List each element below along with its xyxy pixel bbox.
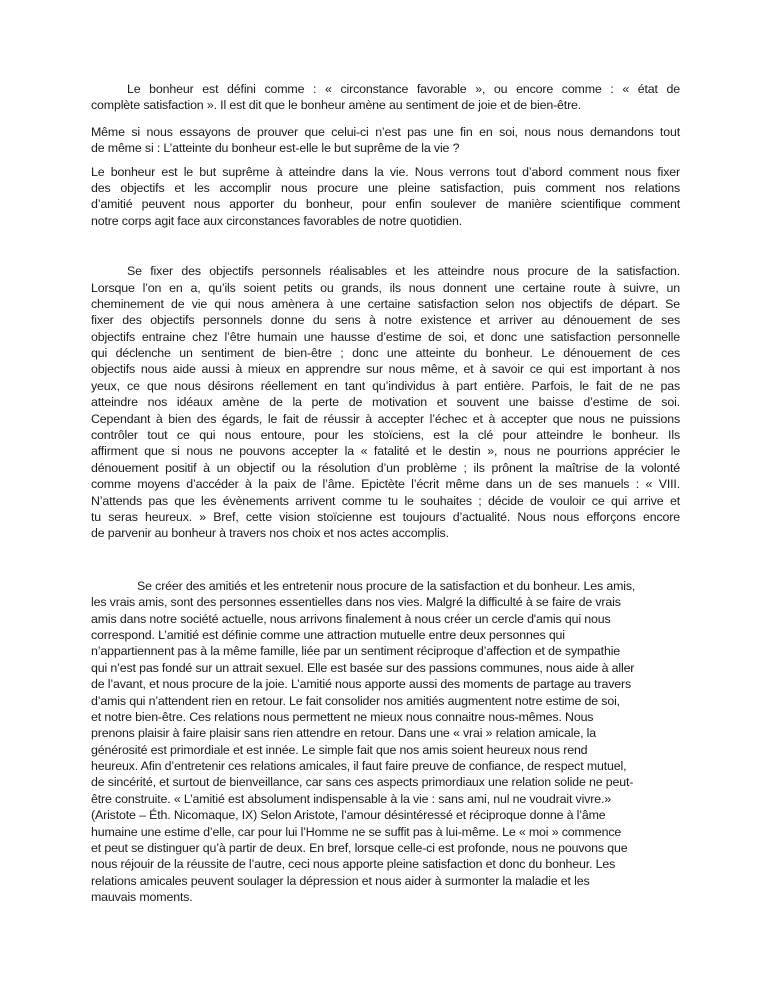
text-line: qui n’est pas fondé sur un attrait sexuel. Elle est basée sur des passions communes, nous aide à aller bbox=[91, 660, 635, 675]
paragraph-definition bbox=[91, 81, 680, 114]
text-line: correspond. L’amitié est définie comme une attraction mutuelle entre deux personnes qui bbox=[91, 627, 565, 642]
text-line: (Aristote – Éth. Nicomaque, IX) Selon Aristote, l’amour désintéressé et réciproque donne à l’âme bbox=[91, 808, 606, 823]
text-line: nous réjouir de la réussite de l’autre, ceci nous apporte pleine satisfaction et donc du bonheur. Les bbox=[91, 857, 616, 872]
text-line: Le bonheur est le but suprême à atteindre dans la vie. Nous verrons tout d’abord comment nous fixer bbox=[91, 164, 680, 179]
text-line: de parvenir au bonheur à travers nos choix et nos actes accomplis. bbox=[91, 526, 449, 541]
text-line: et notre bien-être. Ces relations nous permettent ne mieux nous connaitre nous-mêmes. Nous bbox=[91, 709, 594, 724]
text-line: Se fixer des objectifs personnels réalisables et les atteindre nous procure de la satisfaction. bbox=[127, 264, 680, 279]
text-line: de sincérité, et surtout de bienveillance, car sans ces aspects primordiaux une relation solide ne peut- bbox=[91, 775, 634, 790]
text-line: yeux, ce que nous désirons réellement en tant qu’individus à part entière. Parfois, le fait de ne pas bbox=[91, 378, 680, 393]
text-line: heureux. Afin d’entretenir ces relations amicales, il faut faire preuve de confiance, de respect mutuel, bbox=[91, 759, 627, 774]
text-line: notre corps agit face aux circonstances favorables de notre quotidien. bbox=[91, 213, 463, 228]
text-line: de l’avant, et nous procure de la joie. L’amitié nous apporte aussi des moments de partage au travers bbox=[91, 677, 632, 692]
text-line: Lorsque l’on en a, qu’ils soient petits ou grands, ils nous donnent une certaine route à suivre, un bbox=[91, 280, 680, 295]
text-line: dénouement positif à un objectif ou la résolution d’un problème ; ils prônent la maîtrise de la volonté bbox=[91, 460, 680, 475]
text-line: fixer des objectifs personnels donne du sens à notre existence et arriver au dénouement de ses bbox=[91, 313, 680, 328]
text-line: d’amitié peuvent nous apporter du bonheur, pour enfin soulever de manière scientifique comment bbox=[91, 197, 680, 212]
text-line: être construite. « L’amitié est absolument indispensable à la vie : sans ami, nul ne voudrait vivre.» bbox=[91, 791, 612, 806]
text-line: Le bonheur est défini comme : « circonstance favorable », ou encore comme : « état de bbox=[127, 82, 680, 96]
text-line: Cependant à bien des égards, le fait de réussir à accepter l’échec et à accepter que nous ne puissions bbox=[91, 411, 680, 426]
text-line: de même si : L’atteinte du bonheur est-elle le but suprême de la vie ? bbox=[91, 141, 460, 156]
text-line: des objectifs et les accomplir nous procure une pleine satisfaction, puis comment nos relations bbox=[91, 180, 680, 195]
text-line: contrôler tout ce qui nous entoure, pour les stoïciens, est la clé pour atteindre le bonheur. Ils bbox=[91, 428, 680, 443]
text-line: d’amis qui n’attendent rien en retour. Le fait consolider nos amitiés augmentent notre estime de soi, bbox=[91, 693, 620, 708]
text-line: Même si nous essayons de prouver que celui-ci n’est pas une fin en soi, nous nous demandons tout bbox=[91, 124, 680, 139]
text-line: atteindre nos idéaux amène de la perte de motivation et souvent une baisse d’estime de soi. bbox=[91, 395, 680, 410]
text-line: n’appartiennent pas à la même famille, liée par un sentiment réciproque d’affection et de sympathie bbox=[91, 644, 621, 659]
document-page bbox=[91, 81, 680, 906]
text-line: affirment que si nous ne pouvons accepter la « fatalité et le destin », nous ne pourrions apprécier le bbox=[91, 444, 680, 459]
paragraph-friendship bbox=[91, 578, 680, 906]
text-line: complète satisfaction ». Il est dit que le bonheur amène au sentiment de joie et de bien-être. bbox=[91, 98, 582, 113]
text-line: N’attends pas que les évènements arrivent comme tu le souhaites ; décide de vouloir ce qui arrive et bbox=[91, 493, 680, 508]
text-line: humaine une estime d’elle, car pour lui l’Homme ne se suffit pas à lui-même. Le « moi » commence bbox=[91, 824, 622, 839]
text-line: tu seras heureux. » Bref, cette vision stoïcienne est toujours d’actualité. Nous nous efforçons encore bbox=[91, 509, 680, 524]
text-line: comme moyens d’accéder à la paix de l’âme. Epictète l’écrit même dans un de ses manuels : « VIII. bbox=[91, 477, 680, 492]
text-line: générosité est primordiale et est innée. Le simple fait que nos amis soient heureux nous rend bbox=[91, 742, 588, 757]
text-line: prenons plaisir à faire plaisir sans rien attendre en retour. Dans une « vrai » relation amicale, la bbox=[91, 726, 596, 741]
paragraph-problematic bbox=[91, 124, 680, 157]
text-line: relations amicales peuvent soulager la dépression et nous aider à surmonter la maladie et les bbox=[91, 873, 590, 888]
paragraph-objectives bbox=[91, 263, 680, 542]
text-line: les vrais amis, sont des personnes essentielles dans nos vies. Malgré la difficulté à se faire de vrais bbox=[91, 595, 621, 610]
text-line: mauvais moments. bbox=[91, 890, 193, 905]
paragraph-outline bbox=[91, 164, 680, 230]
text-line: amis dans notre société actuelle, nous arrivons finalement à nous créer un cercle d'amis qui nous bbox=[91, 611, 611, 626]
text-line: Se créer des amitiés et les entretenir nous procure de la satisfaction et du bonheur. Les amis, bbox=[137, 578, 636, 593]
text-line: objectifs nous aide aussi à mieux en apprendre sur nous même, et à savoir ce qui est important à nos bbox=[91, 362, 680, 377]
text-line: qui déclenche un sentiment de bien-être ; donc une atteinte du bonheur. Le dénouement de ces bbox=[91, 346, 680, 361]
text-line: cheminement de vie qui nous amènera à une certaine satisfaction selon nos objectifs de départ. Se bbox=[91, 296, 680, 311]
text-line: objectifs entraine chez l’être humain une hausse d’estime de soi, et donc une satisfaction personnelle bbox=[91, 329, 680, 344]
text-line: et peut se distinguer qu’à partir de deux. En bref, lorsque celle-ci est profonde, nous ne pouvons que bbox=[91, 841, 628, 856]
